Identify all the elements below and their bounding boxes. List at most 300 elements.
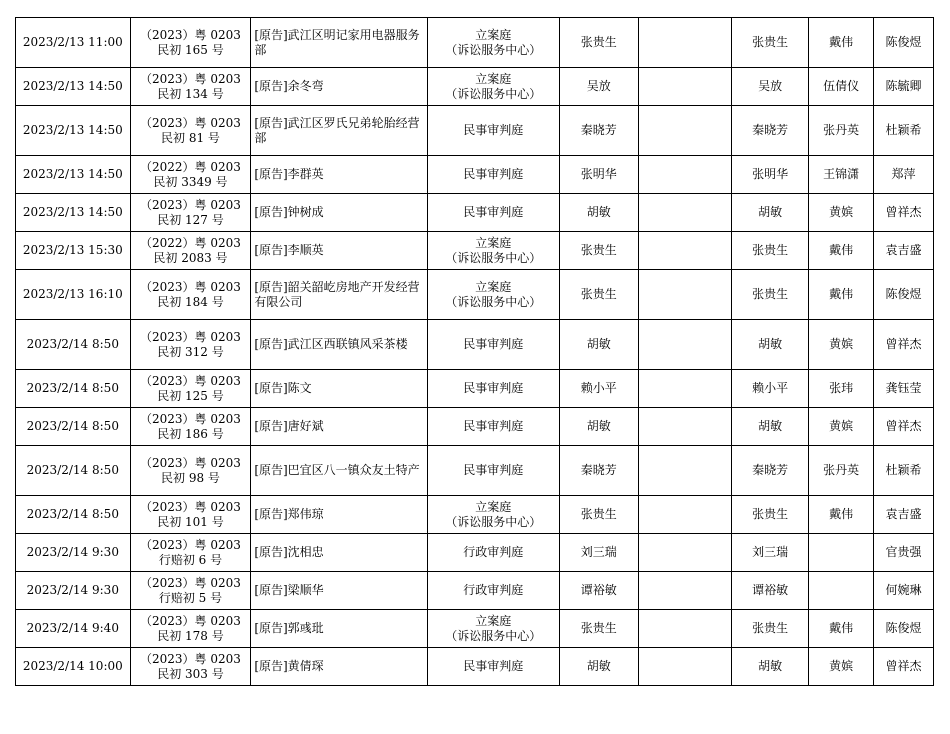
case-number-text: （2023）粤 0203 xyxy=(140,197,241,212)
panel-member-text: 戴伟 xyxy=(829,621,854,635)
panel-member-cell xyxy=(809,408,874,446)
clerk-text: 陈毓卿 xyxy=(885,79,922,93)
court-division-text: （诉讼服务中心） xyxy=(445,514,542,529)
clerk-cell xyxy=(874,446,934,496)
presiding-judge-cell xyxy=(732,370,809,408)
court-division-cell xyxy=(427,446,559,496)
presiding-judge-text: 胡敏 xyxy=(758,419,783,433)
panel-member-cell xyxy=(809,156,874,194)
case-number-text: （2023）粤 0203 xyxy=(140,71,241,86)
presiding-judge-cell xyxy=(732,270,809,320)
hearing-time-text: 2023/2/14 8:50 xyxy=(26,507,119,521)
court-division-cell xyxy=(427,370,559,408)
case-number-cell xyxy=(130,270,251,320)
blank-cell xyxy=(638,320,731,370)
case-number-text: （2022）粤 0203 xyxy=(140,235,241,250)
hearing-time-cell xyxy=(16,370,131,408)
case-number-text: 行赔初 5 号 xyxy=(158,590,223,605)
presiding-judge-text: 张贵生 xyxy=(752,287,789,301)
clerk-cell xyxy=(874,106,934,156)
clerk-cell xyxy=(874,648,934,686)
hearing-time-cell xyxy=(16,232,131,270)
hearing-time-text: 2023/2/13 14:50 xyxy=(22,205,123,219)
blank-cell xyxy=(638,610,731,648)
hearing-time-cell xyxy=(16,408,131,446)
presiding-judge-text: 胡敏 xyxy=(758,659,783,673)
court-division-cell xyxy=(427,18,559,68)
presiding-judge-text: 张贵生 xyxy=(752,507,789,521)
party-cell xyxy=(251,320,427,370)
case-number-text: （2023）粤 0203 xyxy=(140,455,241,470)
clerk-cell xyxy=(874,320,934,370)
court-division-text: （诉讼服务中心） xyxy=(445,294,542,309)
presiding-judge-cell xyxy=(732,610,809,648)
clerk-text: 郑萍 xyxy=(891,167,916,181)
blank-cell xyxy=(638,534,731,572)
case-number-text: 民初 303 号 xyxy=(157,666,224,681)
judge-text: 张贵生 xyxy=(580,507,617,521)
blank-cell xyxy=(638,446,731,496)
blank-cell xyxy=(638,68,731,106)
table-row xyxy=(16,408,934,446)
panel-member-cell xyxy=(809,648,874,686)
clerk-cell xyxy=(874,534,934,572)
presiding-judge-text: 吴放 xyxy=(758,79,783,93)
party-cell xyxy=(251,496,427,534)
blank-cell xyxy=(638,270,731,320)
hearing-time-cell xyxy=(16,320,131,370)
party-text: [原告]郭彧玭 xyxy=(254,621,324,635)
panel-member-cell xyxy=(809,320,874,370)
party-cell xyxy=(251,534,427,572)
case-number-cell xyxy=(130,446,251,496)
case-number-cell xyxy=(130,408,251,446)
judge-cell xyxy=(559,610,638,648)
table-row xyxy=(16,18,934,68)
judge-text: 秦晓芳 xyxy=(580,463,617,477)
hearing-time-text: 2023/2/13 15:30 xyxy=(22,243,123,257)
court-division-text: （诉讼服务中心） xyxy=(445,86,542,101)
court-division-text: （诉讼服务中心） xyxy=(445,42,542,57)
case-number-text: （2023）粤 0203 xyxy=(140,279,241,294)
presiding-judge-cell xyxy=(732,648,809,686)
judge-cell xyxy=(559,572,638,610)
case-number-text: 行赔初 6 号 xyxy=(158,552,223,567)
panel-member-text: 黄嫔 xyxy=(829,419,854,433)
table-row xyxy=(16,320,934,370)
judge-cell xyxy=(559,18,638,68)
judge-cell xyxy=(559,370,638,408)
case-number-cell xyxy=(130,572,251,610)
clerk-cell xyxy=(874,370,934,408)
clerk-cell xyxy=(874,270,934,320)
case-number-cell xyxy=(130,232,251,270)
hearing-time-cell xyxy=(16,18,131,68)
panel-member-text: 黄嫔 xyxy=(829,205,854,219)
panel-member-text: 戴伟 xyxy=(829,35,854,49)
panel-member-cell xyxy=(809,572,874,610)
panel-member-cell xyxy=(809,18,874,68)
judge-cell xyxy=(559,534,638,572)
party-text: [原告]韶关韶屹房地产开发经营有限公司 xyxy=(254,279,420,309)
panel-member-text: 伍倩仪 xyxy=(823,79,860,93)
presiding-judge-text: 张贵生 xyxy=(752,35,789,49)
presiding-judge-cell xyxy=(732,156,809,194)
panel-member-text: 张丹英 xyxy=(823,123,860,137)
judge-text: 刘三瑞 xyxy=(580,545,617,559)
panel-member-cell xyxy=(809,370,874,408)
hearing-time-text: 2023/2/14 8:50 xyxy=(26,381,119,395)
party-text: [原告]沈相忠 xyxy=(254,545,324,559)
judge-cell xyxy=(559,270,638,320)
table-row xyxy=(16,572,934,610)
clerk-cell xyxy=(874,496,934,534)
case-number-text: 民初 2083 号 xyxy=(153,250,228,265)
case-number-text: （2023）粤 0203 xyxy=(140,27,241,42)
blank-cell xyxy=(638,370,731,408)
judge-cell xyxy=(559,496,638,534)
case-number-text: 民初 134 号 xyxy=(157,86,224,101)
court-division-text: 行政审判庭 xyxy=(463,583,524,597)
court-division-text: 立案庭 xyxy=(475,235,512,250)
party-text: [原告]李群英 xyxy=(254,167,324,181)
court-division-text: 立案庭 xyxy=(475,279,512,294)
judge-text: 赖小平 xyxy=(580,381,617,395)
judge-text: 张明华 xyxy=(580,167,617,181)
clerk-text: 曾祥杰 xyxy=(885,205,922,219)
clerk-text: 袁吉盛 xyxy=(885,507,922,521)
court-division-text: 民事审判庭 xyxy=(463,205,524,219)
clerk-text: 袁吉盛 xyxy=(885,243,922,257)
court-division-text: 立案庭 xyxy=(475,71,512,86)
blank-cell xyxy=(638,572,731,610)
clerk-text: 陈俊煜 xyxy=(885,35,922,49)
case-number-text: 民初 165 号 xyxy=(157,42,224,57)
judge-text: 胡敏 xyxy=(586,337,611,351)
table-row xyxy=(16,156,934,194)
hearing-time-text: 2023/2/14 9:30 xyxy=(26,583,119,597)
presiding-judge-cell xyxy=(732,106,809,156)
hearing-time-cell xyxy=(16,156,131,194)
presiding-judge-text: 胡敏 xyxy=(758,337,783,351)
blank-cell xyxy=(638,648,731,686)
judge-text: 张贵生 xyxy=(580,35,617,49)
judge-text: 张贵生 xyxy=(580,243,617,257)
judge-text: 胡敏 xyxy=(586,659,611,673)
table-row xyxy=(16,106,934,156)
party-text: [原告]钟树成 xyxy=(254,205,324,219)
court-division-cell xyxy=(427,496,559,534)
clerk-cell xyxy=(874,232,934,270)
court-division-cell xyxy=(427,320,559,370)
party-cell xyxy=(251,156,427,194)
party-text: [原告]武江区罗氏兄弟轮胎经营部 xyxy=(254,115,420,145)
case-number-cell xyxy=(130,320,251,370)
presiding-judge-text: 张贵生 xyxy=(752,621,789,635)
hearing-time-text: 2023/2/14 9:30 xyxy=(26,545,119,559)
court-division-text: 民事审判庭 xyxy=(463,337,524,351)
court-division-text: （诉讼服务中心） xyxy=(445,250,542,265)
clerk-text: 杜颖希 xyxy=(885,123,922,137)
presiding-judge-cell xyxy=(732,572,809,610)
judge-cell xyxy=(559,156,638,194)
party-text: [原告]郑伟琼 xyxy=(254,507,324,521)
court-division-cell xyxy=(427,610,559,648)
party-cell xyxy=(251,408,427,446)
presiding-judge-text: 谭裕敏 xyxy=(752,583,789,597)
case-number-text: （2023）粤 0203 xyxy=(140,651,241,666)
court-division-text: 行政审判庭 xyxy=(463,545,524,559)
table-row xyxy=(16,496,934,534)
presiding-judge-text: 秦晓芳 xyxy=(752,463,789,477)
panel-member-cell xyxy=(809,232,874,270)
blank-cell xyxy=(638,408,731,446)
presiding-judge-text: 秦晓芳 xyxy=(752,123,789,137)
court-division-cell xyxy=(427,106,559,156)
judge-text: 谭裕敏 xyxy=(580,583,617,597)
court-division-cell xyxy=(427,270,559,320)
court-division-text: 立案庭 xyxy=(475,27,512,42)
panel-member-text: 戴伟 xyxy=(829,287,854,301)
judge-cell xyxy=(559,194,638,232)
hearing-time-cell xyxy=(16,648,131,686)
case-number-cell xyxy=(130,156,251,194)
presiding-judge-cell xyxy=(732,232,809,270)
court-division-text: 立案庭 xyxy=(475,499,512,514)
hearing-time-text: 2023/2/13 14:50 xyxy=(22,167,123,181)
party-cell xyxy=(251,648,427,686)
panel-member-text: 张玮 xyxy=(829,381,854,395)
table-row xyxy=(16,194,934,232)
party-text: [原告]武江区明记家用电器服务部 xyxy=(254,27,420,57)
court-division-text: （诉讼服务中心） xyxy=(445,628,542,643)
judge-text: 胡敏 xyxy=(586,419,611,433)
hearing-time-cell xyxy=(16,496,131,534)
clerk-cell xyxy=(874,18,934,68)
clerk-cell xyxy=(874,572,934,610)
judge-text: 秦晓芳 xyxy=(580,123,617,137)
case-number-text: （2023）粤 0203 xyxy=(140,613,241,628)
court-division-cell xyxy=(427,232,559,270)
blank-cell xyxy=(638,496,731,534)
clerk-text: 龚钰莹 xyxy=(885,381,922,395)
hearing-time-cell xyxy=(16,106,131,156)
judge-cell xyxy=(559,106,638,156)
case-number-text: 民初 101 号 xyxy=(157,514,224,529)
case-number-text: 民初 98 号 xyxy=(161,470,220,485)
case-number-cell xyxy=(130,496,251,534)
case-number-cell xyxy=(130,18,251,68)
presiding-judge-cell xyxy=(732,534,809,572)
party-cell xyxy=(251,68,427,106)
clerk-cell xyxy=(874,68,934,106)
case-number-text: 民初 3349 号 xyxy=(153,174,228,189)
clerk-text: 曾祥杰 xyxy=(885,337,922,351)
presiding-judge-cell xyxy=(732,496,809,534)
case-number-cell xyxy=(130,534,251,572)
hearing-time-text: 2023/2/14 9:40 xyxy=(26,621,119,635)
clerk-cell xyxy=(874,194,934,232)
hearing-time-cell xyxy=(16,68,131,106)
court-division-cell xyxy=(427,408,559,446)
panel-member-cell xyxy=(809,194,874,232)
party-text: [原告]黄倩琛 xyxy=(254,659,324,673)
case-number-cell xyxy=(130,194,251,232)
case-number-cell xyxy=(130,106,251,156)
panel-member-text: 黄嫔 xyxy=(829,659,854,673)
clerk-cell xyxy=(874,610,934,648)
presiding-judge-cell xyxy=(732,68,809,106)
hearing-time-text: 2023/2/13 14:50 xyxy=(22,79,123,93)
case-number-text: 民初 184 号 xyxy=(157,294,224,309)
hearing-time-text: 2023/2/14 8:50 xyxy=(26,337,119,351)
party-cell xyxy=(251,18,427,68)
judge-cell xyxy=(559,408,638,446)
party-text: [原告]李顺英 xyxy=(254,243,324,257)
case-number-text: 民初 186 号 xyxy=(157,426,224,441)
party-text: [原告]巴宜区八一镇众友土特产 xyxy=(254,463,420,477)
judge-text: 张贵生 xyxy=(580,287,617,301)
clerk-cell xyxy=(874,408,934,446)
court-division-cell xyxy=(427,572,559,610)
blank-cell xyxy=(638,18,731,68)
case-number-text: （2023）粤 0203 xyxy=(140,499,241,514)
table-row xyxy=(16,610,934,648)
court-division-text: 民事审判庭 xyxy=(463,463,524,477)
judge-text: 张贵生 xyxy=(580,621,617,635)
presiding-judge-cell xyxy=(732,408,809,446)
judge-cell xyxy=(559,648,638,686)
party-cell xyxy=(251,106,427,156)
case-number-cell xyxy=(130,68,251,106)
party-cell xyxy=(251,446,427,496)
judge-text: 胡敏 xyxy=(586,205,611,219)
case-number-cell xyxy=(130,610,251,648)
party-text: [原告]唐好斌 xyxy=(254,419,324,433)
party-cell xyxy=(251,232,427,270)
presiding-judge-cell xyxy=(732,18,809,68)
panel-member-cell xyxy=(809,270,874,320)
panel-member-cell xyxy=(809,446,874,496)
hearing-schedule-table xyxy=(15,17,934,686)
hearing-time-text: 2023/2/14 10:00 xyxy=(22,659,123,673)
presiding-judge-text: 胡敏 xyxy=(758,205,783,219)
party-cell xyxy=(251,572,427,610)
panel-member-cell xyxy=(809,68,874,106)
table-row xyxy=(16,446,934,496)
case-number-cell xyxy=(130,370,251,408)
case-number-text: （2023）粤 0203 xyxy=(140,115,241,130)
blank-cell xyxy=(638,194,731,232)
court-division-cell xyxy=(427,534,559,572)
court-division-cell xyxy=(427,68,559,106)
panel-member-cell xyxy=(809,106,874,156)
case-number-text: 民初 178 号 xyxy=(157,628,224,643)
hearing-time-text: 2023/2/13 11:00 xyxy=(22,35,123,49)
case-number-text: （2023）粤 0203 xyxy=(140,373,241,388)
judge-cell xyxy=(559,68,638,106)
clerk-text: 何婉琳 xyxy=(885,583,922,597)
case-number-text: 民初 312 号 xyxy=(157,344,224,359)
case-number-text: （2022）粤 0203 xyxy=(140,159,241,174)
table-body xyxy=(16,18,934,686)
panel-member-text: 黄嫔 xyxy=(829,337,854,351)
hearing-time-text: 2023/2/13 14:50 xyxy=(22,123,123,137)
judge-cell xyxy=(559,232,638,270)
presiding-judge-cell xyxy=(732,320,809,370)
party-text: [原告]陈文 xyxy=(254,381,312,395)
panel-member-text: 戴伟 xyxy=(829,243,854,257)
court-division-cell xyxy=(427,156,559,194)
presiding-judge-cell xyxy=(732,446,809,496)
panel-member-text: 戴伟 xyxy=(829,507,854,521)
court-division-text: 民事审判庭 xyxy=(463,123,524,137)
hearing-time-cell xyxy=(16,194,131,232)
hearing-time-text: 2023/2/13 16:10 xyxy=(22,287,123,301)
presiding-judge-text: 张贵生 xyxy=(752,243,789,257)
party-cell xyxy=(251,370,427,408)
clerk-text: 杜颖希 xyxy=(885,463,922,477)
judge-cell xyxy=(559,320,638,370)
court-division-cell xyxy=(427,648,559,686)
case-number-text: 民初 127 号 xyxy=(157,212,224,227)
table-row xyxy=(16,648,934,686)
judge-cell xyxy=(559,446,638,496)
hearing-time-text: 2023/2/14 8:50 xyxy=(26,463,119,477)
clerk-text: 曾祥杰 xyxy=(885,659,922,673)
party-text: [原告]余冬弯 xyxy=(254,79,324,93)
panel-member-cell xyxy=(809,610,874,648)
party-text: [原告]武江区西联镇风采茶楼 xyxy=(254,337,408,351)
case-number-text: （2023）粤 0203 xyxy=(140,537,241,552)
hearing-time-text: 2023/2/14 8:50 xyxy=(26,419,119,433)
hearing-time-cell xyxy=(16,610,131,648)
party-cell xyxy=(251,610,427,648)
court-division-text: 民事审判庭 xyxy=(463,381,524,395)
presiding-judge-text: 赖小平 xyxy=(752,381,789,395)
court-division-text: 民事审判庭 xyxy=(463,419,524,433)
blank-cell xyxy=(638,232,731,270)
case-number-text: （2023）粤 0203 xyxy=(140,329,241,344)
hearing-time-cell xyxy=(16,572,131,610)
hearing-time-cell xyxy=(16,534,131,572)
blank-cell xyxy=(638,156,731,194)
panel-member-cell xyxy=(809,534,874,572)
party-text: [原告]梁顺华 xyxy=(254,583,324,597)
case-number-text: （2023）粤 0203 xyxy=(140,411,241,426)
table-row xyxy=(16,370,934,408)
hearing-time-cell xyxy=(16,270,131,320)
clerk-text: 陈俊煜 xyxy=(885,621,922,635)
case-number-text: 民初 125 号 xyxy=(157,388,224,403)
hearing-time-cell xyxy=(16,446,131,496)
case-number-cell xyxy=(130,648,251,686)
blank-cell xyxy=(638,106,731,156)
case-number-text: （2023）粤 0203 xyxy=(140,575,241,590)
court-division-text: 立案庭 xyxy=(475,613,512,628)
court-division-cell xyxy=(427,194,559,232)
clerk-text: 陈俊煜 xyxy=(885,287,922,301)
table-row xyxy=(16,232,934,270)
panel-member-text: 王锦潇 xyxy=(823,167,860,181)
table-row xyxy=(16,534,934,572)
court-division-text: 民事审判庭 xyxy=(463,659,524,673)
table-row xyxy=(16,270,934,320)
clerk-text: 曾祥杰 xyxy=(885,419,922,433)
presiding-judge-text: 张明华 xyxy=(752,167,789,181)
case-number-text: 民初 81 号 xyxy=(161,130,220,145)
panel-member-text: 张丹英 xyxy=(823,463,860,477)
